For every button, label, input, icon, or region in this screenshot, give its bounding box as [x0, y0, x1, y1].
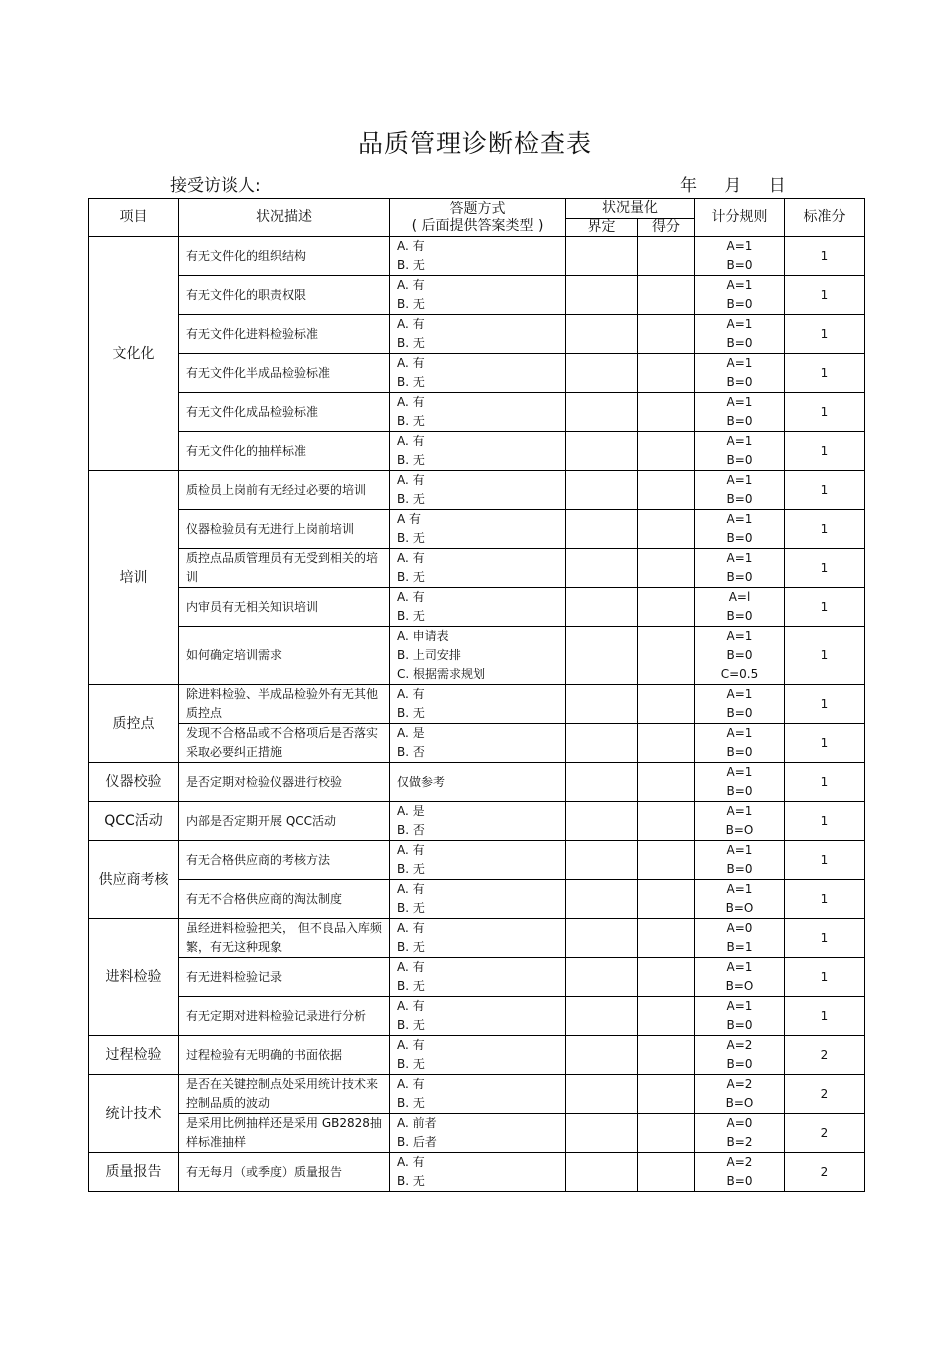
standard-score-cell: 1: [785, 880, 865, 919]
scoring-rule-cell: [695, 997, 785, 1036]
standard-score-cell: 1: [785, 432, 865, 471]
scoring-rule-cell: [695, 802, 785, 841]
answer-cell: [390, 432, 566, 471]
scoring-rule-line: B=0: [726, 375, 753, 389]
scoring-rule-line: A=1: [726, 395, 753, 409]
scoring-rule-line: B=0: [726, 745, 753, 759]
scoring-rule-line: B=O: [725, 1096, 754, 1110]
table-row: [89, 685, 865, 724]
scoring-rule-cell: [695, 627, 785, 685]
scoring-rule-cell: [695, 1075, 785, 1114]
standard-score-cell: 2: [785, 1114, 865, 1153]
standard-score-cell: 1: [785, 471, 865, 510]
scoring-rule-line: B=1: [726, 940, 753, 954]
answer-option: A. 有: [397, 356, 425, 370]
answer-cell: [390, 588, 566, 627]
answer-cell: [390, 471, 566, 510]
header-description: 状况描述: [179, 199, 390, 237]
table-row: [89, 432, 865, 471]
table-row: [89, 1075, 865, 1114]
score-input-cell[interactable]: [638, 510, 695, 549]
answer-cell: [390, 315, 566, 354]
description-cell: 除进料检验、半成品检验外有无其他质控点: [179, 685, 390, 724]
description-cell: 过程检验有无明确的书面依据: [179, 1036, 390, 1075]
scoring-rule-line: A=1: [726, 629, 753, 643]
standard-score-cell: 1: [785, 276, 865, 315]
answer-cell: [390, 549, 566, 588]
score-input-cell[interactable]: [638, 354, 695, 393]
table-row: [89, 997, 865, 1036]
standard-score-cell: 1: [785, 627, 865, 685]
table-row: [89, 1114, 865, 1153]
description-cell: 有无不合格供应商的淘汰制度: [179, 880, 390, 919]
scoring-rule-cell: [695, 588, 785, 627]
description-cell: 有无定期对进料检验记录进行分析: [179, 997, 390, 1036]
scoring-rule-line: A=1: [726, 512, 753, 526]
answer-option: B. 无: [397, 1096, 425, 1110]
answer-option: B. 无: [397, 1018, 425, 1032]
table-row: [89, 880, 865, 919]
answer-option: B. 无: [397, 453, 425, 467]
define-input-cell[interactable]: [566, 724, 638, 763]
answer-cell: [390, 880, 566, 919]
score-input-cell[interactable]: [638, 724, 695, 763]
answer-option: A. 有: [397, 590, 425, 604]
description-cell: 有无文件化成品检验标准: [179, 393, 390, 432]
answer-option: B. 无: [397, 1174, 425, 1188]
define-input-cell[interactable]: [566, 802, 638, 841]
answer-cell: [390, 354, 566, 393]
description-cell: 是采用比例抽样还是采用 GB2828抽样标准抽样: [179, 1114, 390, 1153]
standard-score-cell: 1: [785, 354, 865, 393]
answer-option: A. 有: [397, 434, 425, 448]
scoring-rule-line: A=1: [726, 882, 753, 896]
answer-option: B. 无: [397, 862, 425, 876]
score-input-cell[interactable]: [638, 763, 695, 802]
answer-cell: [390, 997, 566, 1036]
scoring-rule-line: B=0: [726, 648, 753, 662]
scoring-rule-line: A=1: [726, 239, 753, 253]
header-answer-method-note: ( 后面提供答案类型 ): [411, 217, 544, 234]
standard-score-cell: 1: [785, 997, 865, 1036]
answer-option: B. 无: [397, 706, 425, 720]
description-cell: 有无合格供应商的考核方法: [179, 841, 390, 880]
scoring-rule-line: B=0: [726, 531, 753, 545]
answer-option: A. 有: [397, 551, 425, 565]
scoring-rule-cell: [695, 432, 785, 471]
answer-option: B. 无: [397, 375, 425, 389]
answer-cell: [390, 1153, 566, 1192]
description-cell: 内审员有无相关知识培训: [179, 588, 390, 627]
standard-score-cell: 1: [785, 724, 865, 763]
scoring-rule-line: B=0: [726, 609, 753, 623]
standard-score-cell: 2: [785, 1153, 865, 1192]
answer-cell: [390, 393, 566, 432]
answer-option: B. 无: [397, 940, 425, 954]
scoring-rule-line: B=0: [726, 862, 753, 876]
scoring-rule-line: B=0: [726, 784, 753, 798]
answer-cell: [390, 1075, 566, 1114]
category-cell: 统计技术: [89, 1075, 179, 1153]
standard-score-cell: 1: [785, 958, 865, 997]
scoring-rule-line: B=0: [726, 570, 753, 584]
scoring-rule-line: A=1: [726, 960, 753, 974]
scoring-rule-line: B=0: [726, 706, 753, 720]
standard-score-cell: 1: [785, 802, 865, 841]
header-item: 项目: [89, 199, 179, 237]
description-cell: 内部是否定期开展 QCC活动: [179, 802, 390, 841]
inspection-table: [88, 198, 865, 1192]
answer-option: A. 有: [397, 395, 425, 409]
scoring-rule-line: A=l: [728, 590, 751, 604]
define-input-cell[interactable]: [566, 841, 638, 880]
answer-option: A. 有: [397, 1155, 425, 1169]
answer-option: A. 有: [397, 317, 425, 331]
scoring-rule-line: B=O: [725, 901, 754, 915]
category-cell: 仪器校验: [89, 763, 179, 802]
table-row: [89, 549, 865, 588]
scoring-rule-line: A=2: [726, 1077, 753, 1091]
answer-option: B. 无: [397, 609, 425, 623]
category-cell: 文化化: [89, 237, 179, 471]
table-row: [89, 588, 865, 627]
answer-option: B. 无: [397, 570, 425, 584]
answer-option: B. 无: [397, 531, 425, 545]
answer-option: A 有: [397, 512, 422, 526]
define-input-cell[interactable]: [566, 627, 638, 685]
description-cell: 如何确定培训需求: [179, 627, 390, 685]
scoring-rule-line: B=0: [726, 1174, 753, 1188]
answer-cell: [390, 627, 566, 685]
description-cell: 虽经进料检验把关， 但不良品入库频繁，有无这种现象: [179, 919, 390, 958]
answer-option: A. 有: [397, 999, 425, 1013]
category-cell: 供应商考核: [89, 841, 179, 919]
description-cell: 仪器检验员有无进行上岗前培训: [179, 510, 390, 549]
scoring-rule-cell: [695, 315, 785, 354]
define-input-cell[interactable]: [566, 880, 638, 919]
answer-cell: [390, 802, 566, 841]
score-input-cell[interactable]: [638, 685, 695, 724]
score-input-cell[interactable]: [638, 471, 695, 510]
scoring-rule-line: A=1: [726, 473, 753, 487]
answer-option: B. 上司安排: [397, 648, 461, 662]
scoring-rule-cell: [695, 237, 785, 276]
define-input-cell[interactable]: [566, 354, 638, 393]
score-input-cell[interactable]: [638, 841, 695, 880]
answer-cell: [390, 1036, 566, 1075]
define-input-cell[interactable]: [566, 958, 638, 997]
score-input-cell[interactable]: [638, 393, 695, 432]
answer-option: A. 有: [397, 473, 425, 487]
scoring-rule-cell: [695, 763, 785, 802]
scoring-rule-cell: [695, 724, 785, 763]
header-define: 界定: [566, 219, 638, 237]
answer-cell: [390, 510, 566, 549]
answer-option: B. 否: [397, 745, 425, 759]
answer-option: A. 有: [397, 1077, 425, 1091]
scoring-rule-cell: [695, 354, 785, 393]
score-input-cell[interactable]: [638, 627, 695, 685]
define-input-cell[interactable]: [566, 237, 638, 276]
answer-cell: [390, 685, 566, 724]
scoring-rule-line: B=O: [725, 979, 754, 993]
header-standard: 标准分: [785, 199, 865, 237]
answer-option: A. 申请表: [397, 629, 449, 643]
date-label: 年 月 日: [680, 176, 786, 196]
scoring-rule-cell: [695, 510, 785, 549]
answer-option: B. 无: [397, 1057, 425, 1071]
score-input-cell[interactable]: [638, 588, 695, 627]
table-body: [89, 237, 865, 1192]
answer-option: A. 是: [397, 804, 425, 818]
score-input-cell[interactable]: [638, 997, 695, 1036]
scoring-rule-line: B=0: [726, 1018, 753, 1032]
answer-option: A. 前者: [397, 1116, 437, 1130]
answer-option: A. 有: [397, 843, 425, 857]
scoring-rule-line: A=1: [726, 434, 753, 448]
scoring-rule-cell: [695, 880, 785, 919]
scoring-rule-line: A=1: [726, 278, 753, 292]
interviewee-label: 接受访谈人:: [170, 176, 261, 196]
answer-option: B. 无: [397, 258, 425, 272]
header-answer-method-label: 答题方式: [449, 200, 506, 217]
answer-option: A. 有: [397, 960, 425, 974]
table-row: [89, 627, 865, 685]
table-row: [89, 510, 865, 549]
answer-option: 仅做参考: [397, 774, 446, 789]
score-input-cell[interactable]: [638, 1075, 695, 1114]
scoring-rule-line: A=1: [726, 765, 753, 779]
page-title: 品质管理诊断检查表: [357, 129, 592, 158]
score-input-cell[interactable]: [638, 880, 695, 919]
answer-cell: [390, 763, 566, 802]
scoring-rule-cell: [695, 1153, 785, 1192]
answer-option: B. 后者: [397, 1135, 437, 1149]
table-row: [89, 315, 865, 354]
table-row: [89, 1036, 865, 1075]
scoring-rule-line: A=2: [726, 1155, 753, 1169]
define-input-cell[interactable]: [566, 685, 638, 724]
scoring-rule-line: A=0: [726, 921, 753, 935]
scoring-rule-line: B=O: [725, 823, 754, 837]
table-row: [89, 841, 865, 880]
answer-option: C. 根据需求规划: [397, 667, 486, 681]
description-cell: 是否在关键控制点处采用统计技术来控制品质的波动: [179, 1075, 390, 1114]
answer-cell: [390, 841, 566, 880]
scoring-rule-cell: [695, 958, 785, 997]
answer-option: B. 无: [397, 336, 425, 350]
answer-cell: [390, 1114, 566, 1153]
header-answer-method: [390, 199, 566, 237]
description-cell: 发现不合格品或不合格项后是否落实采取必要纠正措施: [179, 724, 390, 763]
define-input-cell[interactable]: [566, 588, 638, 627]
define-input-cell[interactable]: [566, 1075, 638, 1114]
standard-score-cell: 1: [785, 315, 865, 354]
table-row: [89, 276, 865, 315]
define-input-cell[interactable]: [566, 1036, 638, 1075]
standard-score-cell: 2: [785, 1075, 865, 1114]
answer-option: B. 无: [397, 979, 425, 993]
answer-option: A. 有: [397, 687, 425, 701]
score-input-cell[interactable]: [638, 315, 695, 354]
scoring-rule-cell: [695, 549, 785, 588]
description-cell: 质检员上岗前有无经过必要的培训: [179, 471, 390, 510]
header-scoring-rule: 计分规则: [695, 199, 785, 237]
define-input-cell[interactable]: [566, 276, 638, 315]
scoring-rule-line: A=1: [726, 843, 753, 857]
score-input-cell[interactable]: [638, 919, 695, 958]
score-input-cell[interactable]: [638, 1153, 695, 1192]
answer-option: A. 有: [397, 1038, 425, 1052]
description-cell: 有无文件化的职责权限: [179, 276, 390, 315]
answer-cell: [390, 919, 566, 958]
standard-score-cell: 1: [785, 510, 865, 549]
scoring-rule-line: B=0: [726, 453, 753, 467]
answer-option: B. 无: [397, 414, 425, 428]
scoring-rule-cell: [695, 471, 785, 510]
define-input-cell[interactable]: [566, 510, 638, 549]
score-input-cell[interactable]: [638, 802, 695, 841]
score-input-cell[interactable]: [638, 432, 695, 471]
category-cell: QCC活动: [89, 802, 179, 841]
table-row: [89, 763, 865, 802]
scoring-rule-line: A=0: [726, 1116, 753, 1130]
scoring-rule-cell: [695, 1114, 785, 1153]
table-row: [89, 958, 865, 997]
description-cell: 有无文件化半成品检验标准: [179, 354, 390, 393]
table-row: [89, 393, 865, 432]
define-input-cell[interactable]: [566, 1153, 638, 1192]
scoring-rule-line: A=1: [726, 551, 753, 565]
define-input-cell[interactable]: [566, 393, 638, 432]
define-input-cell[interactable]: [566, 471, 638, 510]
table-row: [89, 919, 865, 958]
answer-option: B. 无: [397, 901, 425, 915]
answer-cell: [390, 237, 566, 276]
scoring-rule-line: A=2: [726, 1038, 753, 1052]
header-status-quant: 状况量化: [566, 199, 695, 219]
description-cell: 有无文件化的组织结构: [179, 237, 390, 276]
define-input-cell[interactable]: [566, 919, 638, 958]
answer-option: A. 有: [397, 921, 425, 935]
standard-score-cell: 1: [785, 588, 865, 627]
standard-score-cell: 1: [785, 237, 865, 276]
scoring-rule-cell: [695, 919, 785, 958]
define-input-cell[interactable]: [566, 549, 638, 588]
answer-option: B. 无: [397, 492, 425, 506]
header-score: 得分: [638, 219, 695, 237]
description-cell: 是否定期对检验仪器进行校验: [179, 763, 390, 802]
standard-score-cell: 1: [785, 685, 865, 724]
table-row: [89, 237, 865, 276]
scoring-rule-line: B=0: [726, 414, 753, 428]
description-cell: 有无文件化的抽样标准: [179, 432, 390, 471]
answer-cell: [390, 276, 566, 315]
scoring-rule-line: B=0: [726, 336, 753, 350]
scoring-rule-line: B=2: [726, 1135, 753, 1149]
scoring-rule-line: A=1: [726, 804, 753, 818]
description-cell: 有无每月（或季度）质量报告: [179, 1153, 390, 1192]
answer-option: A. 有: [397, 882, 425, 896]
table-row: [89, 724, 865, 763]
description-cell: 质控点品质管理员有无受到相关的培训: [179, 549, 390, 588]
scoring-rule-line: A=1: [726, 356, 753, 370]
define-input-cell[interactable]: [566, 1114, 638, 1153]
scoring-rule-cell: [695, 841, 785, 880]
answer-cell: [390, 724, 566, 763]
standard-score-cell: 1: [785, 763, 865, 802]
scoring-rule-line: B=0: [726, 297, 753, 311]
standard-score-cell: 1: [785, 919, 865, 958]
scoring-rule-cell: [695, 1036, 785, 1075]
category-cell: 质量报告: [89, 1153, 179, 1192]
answer-cell: [390, 958, 566, 997]
score-input-cell[interactable]: [638, 549, 695, 588]
table-row: [89, 1153, 865, 1192]
answer-option: B. 无: [397, 297, 425, 311]
score-input-cell[interactable]: [638, 237, 695, 276]
scoring-rule-cell: [695, 276, 785, 315]
define-input-cell[interactable]: [566, 432, 638, 471]
define-input-cell[interactable]: [566, 763, 638, 802]
standard-score-cell: 1: [785, 549, 865, 588]
standard-score-cell: 2: [785, 1036, 865, 1075]
table-row: [89, 354, 865, 393]
scoring-rule-line: B=0: [726, 258, 753, 272]
answer-option: A. 是: [397, 726, 425, 740]
scoring-rule-cell: [695, 685, 785, 724]
table-row: [89, 471, 865, 510]
score-input-cell[interactable]: [638, 1114, 695, 1153]
score-input-cell[interactable]: [638, 276, 695, 315]
description-cell: 有无文件化进料检验标准: [179, 315, 390, 354]
scoring-rule-line: C=0.5: [720, 667, 759, 681]
answer-option: A. 有: [397, 239, 425, 253]
scoring-rule-line: B=0: [726, 1057, 753, 1071]
scoring-rule-line: A=1: [726, 317, 753, 331]
category-cell: 质控点: [89, 685, 179, 763]
scoring-rule-line: A=1: [726, 687, 753, 701]
standard-score-cell: 1: [785, 393, 865, 432]
category-cell: 培训: [89, 471, 179, 685]
scoring-rule-line: B=0: [726, 492, 753, 506]
define-input-cell[interactable]: [566, 997, 638, 1036]
category-cell: 进料检验: [89, 919, 179, 1036]
description-cell: 有无进料检验记录: [179, 958, 390, 997]
scoring-rule-line: A=1: [726, 999, 753, 1013]
scoring-rule-line: A=1: [726, 726, 753, 740]
answer-option: B. 否: [397, 823, 425, 837]
define-input-cell[interactable]: [566, 315, 638, 354]
table-row: [89, 802, 865, 841]
answer-option: A. 有: [397, 278, 425, 292]
score-input-cell[interactable]: [638, 958, 695, 997]
standard-score-cell: 1: [785, 841, 865, 880]
scoring-rule-cell: [695, 393, 785, 432]
score-input-cell[interactable]: [638, 1036, 695, 1075]
category-cell: 过程检验: [89, 1036, 179, 1075]
